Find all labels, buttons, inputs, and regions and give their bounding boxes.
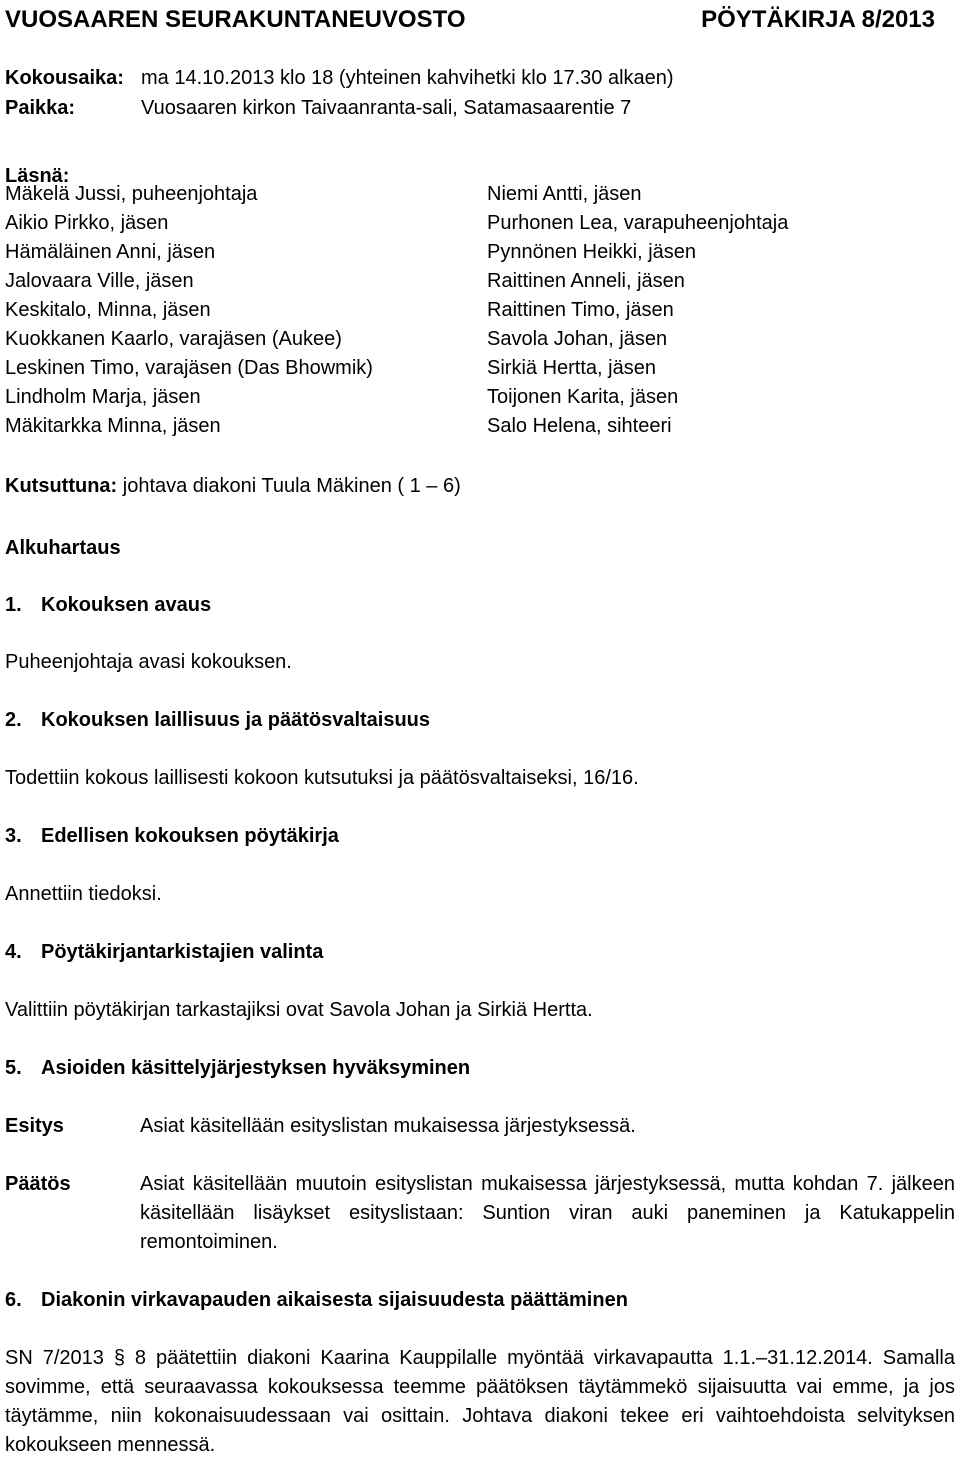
item-2-title xyxy=(5,706,430,735)
attendee: Toijonen Karita, jäsen xyxy=(487,386,679,408)
proposal-text: Asiat käsitellään esityslistan mukaisessa järjestyksessä. xyxy=(140,1115,636,1137)
meeting-place-value: Vuosaaren kirkon Taivaanranta-sali, Satamasaarentie 7 xyxy=(141,97,632,119)
item-1-title xyxy=(5,591,211,620)
item-5-title xyxy=(5,1054,470,1083)
item-number: 4. xyxy=(5,941,22,963)
attendee: Hämäläinen Anni, jäsen xyxy=(5,241,216,263)
opening-devotion: Alkuhartaus xyxy=(5,537,121,559)
meeting-time-value: ma 14.10.2013 klo 18 (yhteinen kahvihetki klo 17.30 alkaen) xyxy=(141,67,674,89)
item-number: 5. xyxy=(5,1057,22,1079)
item-3-text: Annettiin tiedoksi. xyxy=(5,883,162,905)
attendees-heading: Läsnä: xyxy=(5,165,70,187)
item-2-text: Todettiin kokous laillisesti kokoon kutsutuksi ja päätösvaltaiseksi, 16/16. xyxy=(5,767,639,789)
attendee: Savola Johan, jäsen xyxy=(487,328,668,350)
document-header xyxy=(5,4,955,36)
attendee: Salo Helena, sihteeri xyxy=(487,415,672,437)
item-3-title xyxy=(5,822,339,851)
attendee: Jalovaara Ville, jäsen xyxy=(5,270,194,292)
meeting-time-label: Kokousaika: xyxy=(5,67,124,89)
proposal-label: Esitys xyxy=(5,1115,64,1137)
attendee: Mäkelä Jussi, puheenjohtaja xyxy=(5,183,258,205)
item-heading: Edellisen kokouksen pöytäkirja xyxy=(41,825,339,847)
decision-text: Asiat käsitellään muutoin esityslistan mukaisessa järjestyksessä, mutta kohdan 7. jälkeen käsitellään lisäykset esityslistaan: Suntion viran auki paneminen ja Katukappelin remontoiminen. xyxy=(140,1173,955,1253)
meeting-time-row xyxy=(5,64,955,93)
attendee: Purhonen Lea, varapuheenjohtaja xyxy=(487,212,789,234)
attendees-right-column xyxy=(487,180,788,441)
invited-label: Kutsuttuna: xyxy=(5,475,118,497)
invited-line xyxy=(5,472,955,501)
attendee: Aikio Pirkko, jäsen xyxy=(5,212,169,234)
decision-label: Päätös xyxy=(5,1173,71,1195)
organization-name: VUOSAAREN SEURAKUNTANEUVOSTO xyxy=(5,6,466,33)
attendee: Lindholm Marja, jäsen xyxy=(5,386,201,408)
item-6-text: SN 7/2013 § 8 päätettiin diakoni Kaarina Kauppilalle myöntää virkavapautta 1.1.–31.12.2014. Samalla sovimme, että seuraavassa kokouksessa teemme päätöksen täytämmekö sijaisuutta vai emme, ja jos täytämme, niin kokonaisuudessaan vai osittain. Johtava diakoni tekee eri vaihtoehdoista selvityksen kokoukseen mennessä. xyxy=(5,1347,955,1456)
item-heading: Diakonin virkavapauden aikaisesta sijaisuudesta päättäminen xyxy=(41,1289,628,1311)
item-heading: Kokouksen avaus xyxy=(41,594,212,616)
attendee: Pynnönen Heikki, jäsen xyxy=(487,241,697,263)
item-1-text: Puheenjohtaja avasi kokouksen. xyxy=(5,651,292,673)
attendee: Leskinen Timo, varajäsen (Das Bhowmik) xyxy=(5,357,373,379)
item-heading: Kokouksen laillisuus ja päätösvaltaisuus xyxy=(41,709,431,731)
item-6-title xyxy=(5,1286,628,1315)
meeting-place-label: Paikka: xyxy=(5,97,76,119)
attendee: Keskitalo, Minna, jäsen xyxy=(5,299,211,321)
attendee: Mäkitarkka Minna, jäsen xyxy=(5,415,221,437)
attendees-left-column xyxy=(5,180,373,441)
attendee: Kuokkanen Kaarlo, varajäsen (Aukee) xyxy=(5,328,342,350)
attendee: Raittinen Anneli, jäsen xyxy=(487,270,685,292)
item-heading: Asioiden käsittelyjärjestyksen hyväksyminen xyxy=(41,1057,471,1079)
attendee: Raittinen Timo, jäsen xyxy=(487,299,674,321)
attendee: Niemi Antti, jäsen xyxy=(487,183,642,205)
invited-value: johtava diakoni Tuula Mäkinen ( 1 – 6) xyxy=(117,475,461,497)
item-heading: Pöytäkirjantarkistajien valinta xyxy=(41,941,324,963)
document-number: PÖYTÄKIRJA 8/2013 xyxy=(701,6,935,33)
item-4-title xyxy=(5,938,323,967)
attendee: Sirkiä Hertta, jäsen xyxy=(487,357,656,379)
item-number: 1. xyxy=(5,594,22,616)
item-number: 6. xyxy=(5,1289,22,1311)
meeting-place-row xyxy=(5,94,955,123)
item-number: 3. xyxy=(5,825,22,847)
item-4-text: Valittiin pöytäkirjan tarkastajiksi ovat Savola Johan ja Sirkiä Hertta. xyxy=(5,999,593,1021)
item-number: 2. xyxy=(5,709,22,731)
